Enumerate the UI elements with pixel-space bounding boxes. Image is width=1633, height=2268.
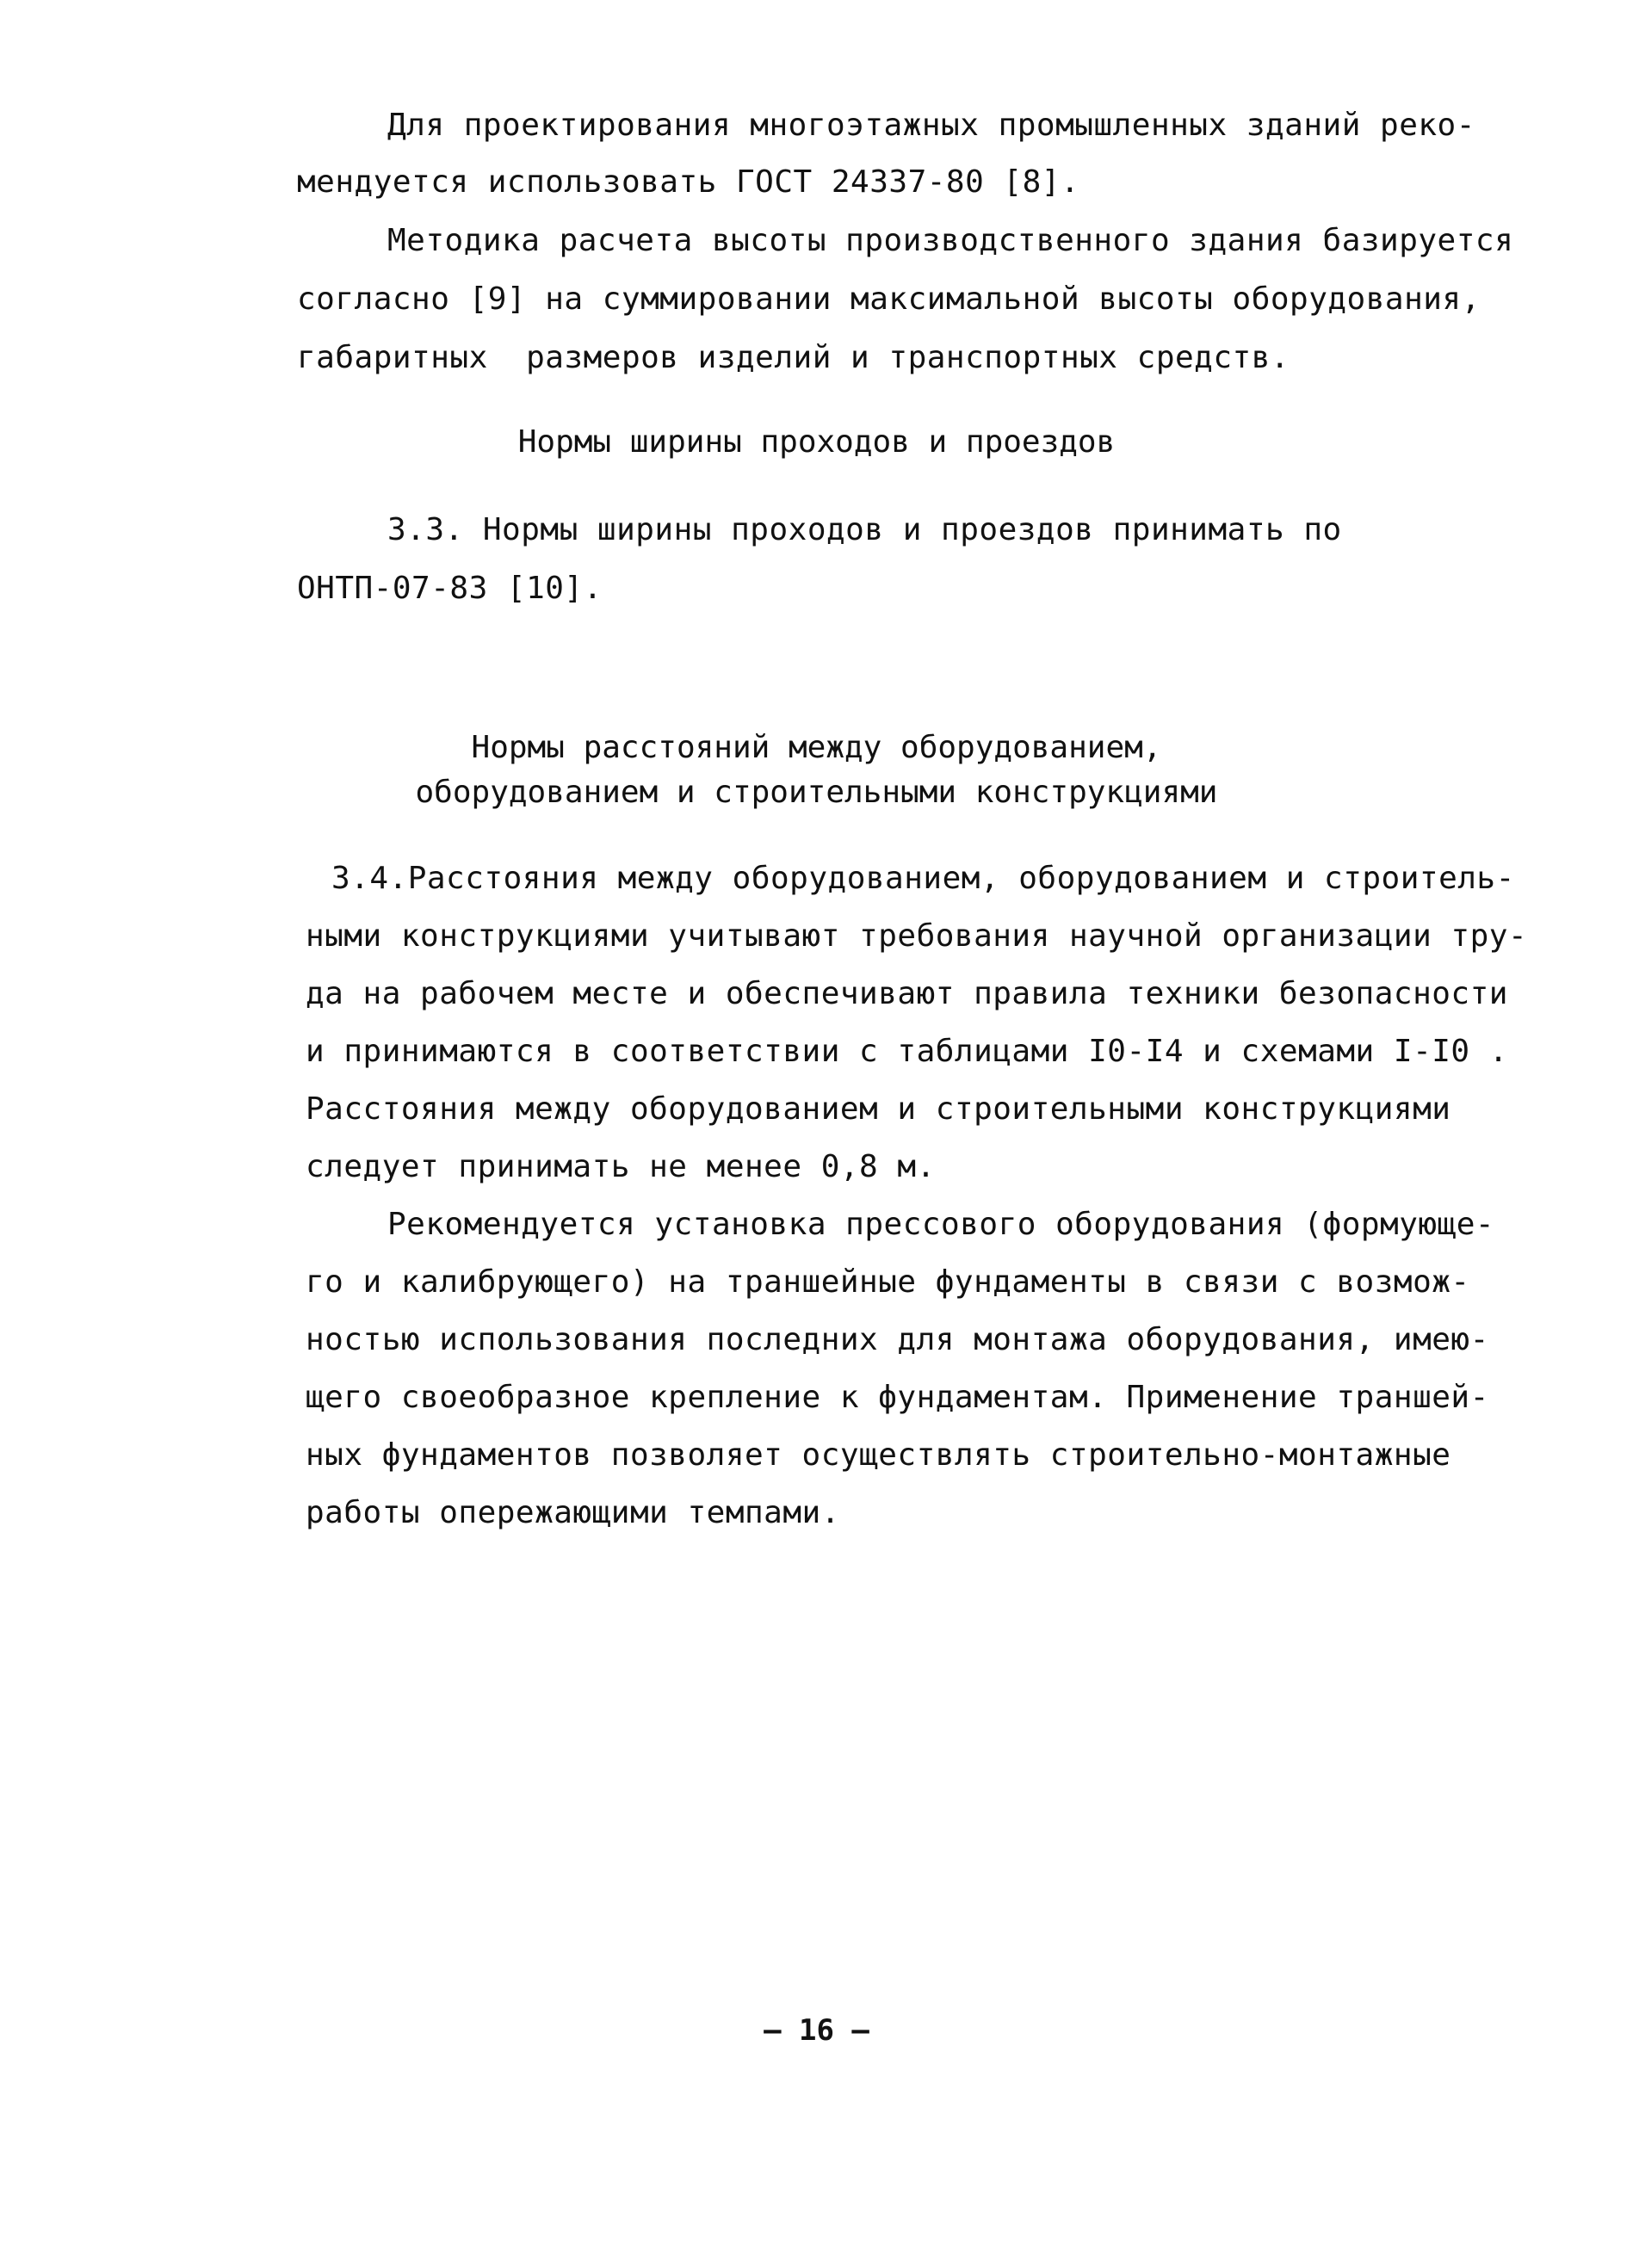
page-number: — 16 —: [764, 2013, 869, 2048]
text-line: Расстояния между оборудованием и строительными конструкциями: [306, 1091, 1451, 1127]
text-line: согласно [9] на суммировании максимальной высоты оборудования,: [297, 281, 1481, 317]
text-line: ОНТП-07-83 [10].: [297, 571, 603, 606]
text-line: габаритных размеров изделий и транспортных средств.: [297, 340, 1290, 375]
text-line: да на рабочем месте и обеспечивают правила техники безопасности: [306, 976, 1508, 1011]
text-line: ными конструкциями учитывают требования научной организации тру-: [306, 918, 1528, 954]
text-line: работы опережающими темпами.: [306, 1495, 840, 1530]
heading-line: Нормы расстояний между оборудованием,: [471, 730, 1162, 765]
text-line: Методика расчета высоты производственного здания базируется: [387, 223, 1514, 258]
text-line: Рекомендуется установка прессового оборудования (формующе-: [387, 1207, 1495, 1242]
text-line: ностью использования последних для монтажа оборудования, имею-: [306, 1322, 1489, 1357]
text-line: и принимаются в соответствии с таблицами I0-I4 и схемами I-I0 .: [306, 1034, 1508, 1069]
section-heading-passage-widths: Нормы ширины проходов и проездов: [517, 424, 1116, 460]
text-line: 3.3. Нормы ширины проходов и проездов принимать по: [387, 512, 1342, 547]
text-line: 3.4.Расстояния между оборудованием, оборудованием и строитель-: [331, 861, 1515, 896]
text-line: го и калибрующего) на траншейные фундаменты в связи с возмож-: [306, 1264, 1470, 1300]
text-line: щего своеобразное крепление к фундаментам. Применение траншей-: [306, 1380, 1489, 1415]
heading-line: оборудованием и строительными конструкциями: [415, 775, 1218, 810]
text-line: следует принимать не менее 0,8 м.: [306, 1149, 936, 1184]
text-line: мендуется использовать ГОСТ 24337-80 [8].: [297, 164, 1080, 200]
text-line: ных фундаментов позволяет осуществлять строительно-монтажные: [306, 1437, 1451, 1473]
text-line: Для проектирования многоэтажных промышленных зданий реко-: [387, 108, 1475, 143]
